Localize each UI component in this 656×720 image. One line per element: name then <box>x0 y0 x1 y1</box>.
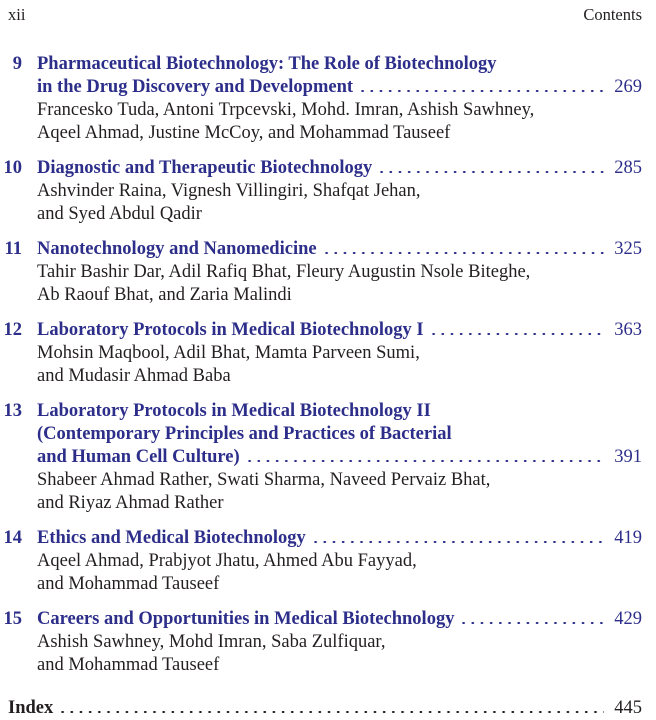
chapter-authors-line: Mohsin Maqbool, Adil Bhat, Mamta Parveen Sumi, <box>37 343 420 363</box>
chapter-number: 12 <box>3 320 22 340</box>
chapter-authors-line: and Riyaz Ahmad Rather <box>37 493 224 513</box>
chapter-number: 14 <box>3 528 22 548</box>
table-of-contents <box>0 53 642 677</box>
chapter-authors-line: Ab Raouf Bhat, and Zaria Malindi <box>37 285 292 305</box>
chapter-page-number: 325 <box>614 239 642 259</box>
chapter-title-line: (Contemporary Principles and Practices of Bacterial <box>37 424 452 444</box>
chapter-authors-line: and Mudasir Ahmad Baba <box>37 366 231 386</box>
chapter-authors-line: and Syed Abdul Qadir <box>37 204 202 224</box>
title-page-row <box>37 608 642 631</box>
chapter-title-line: and Human Cell Culture) <box>37 447 240 467</box>
chapter-authors-line: Aqeel Ahmad, Justine McCoy, and Mohammad Tauseef <box>37 123 451 143</box>
chapter-title-line: Ethics and Medical Biotechnology <box>37 528 306 548</box>
chapter-title-line: in the Drug Discovery and Development <box>37 77 354 97</box>
toc-entry <box>0 608 642 677</box>
title-page-row <box>37 319 642 342</box>
chapter-authors-line: Shabeer Ahmad Rather, Swati Sharma, Naveed Pervaiz Bhat, <box>37 470 491 490</box>
toc-entry <box>0 157 642 226</box>
chapter-number: 13 <box>3 401 22 421</box>
chapter-title-line: Diagnostic and Therapeutic Biotechnology <box>37 158 373 178</box>
chapter-page-number: 419 <box>614 528 642 548</box>
chapter-authors-line: Francesko Tuda, Antoni Trpcevski, Mohd. Imran, Ashish Sawhney, <box>37 100 535 120</box>
title-page-row <box>37 446 642 469</box>
toc-entry <box>0 53 642 145</box>
chapter-title-line: Laboratory Protocols in Medical Biotechnology I <box>37 320 424 340</box>
chapter-number: 11 <box>4 239 22 259</box>
chapter-number: 15 <box>3 609 22 629</box>
chapter-title-line: Nanotechnology and Nanomedicine <box>37 239 317 259</box>
chapter-page-number: 391 <box>614 447 642 467</box>
title-page-row <box>37 76 642 99</box>
toc-entry <box>0 527 642 596</box>
chapter-number: 9 <box>12 54 22 74</box>
chapter-title-line: Pharmaceutical Biotechnology: The Role of Biotechnology <box>37 54 497 74</box>
chapter-authors-line: Ashish Sawhney, Mohd Imran, Saba Zulfiquar, <box>37 632 386 652</box>
running-head-title: Contents <box>583 5 642 24</box>
dot-leader <box>358 90 604 93</box>
index-entry <box>0 697 642 720</box>
dot-leader <box>377 171 604 174</box>
dot-leader <box>311 541 604 544</box>
dot-leader <box>322 252 604 255</box>
title-page-row <box>37 527 642 550</box>
chapter-page-number: 285 <box>614 158 642 178</box>
chapter-authors-line: Ashvinder Raina, Vignesh Villingiri, Shafqat Jehan, <box>37 181 421 201</box>
chapter-number: 10 <box>3 158 22 178</box>
chapter-page-number: 363 <box>614 320 642 340</box>
dot-leader <box>459 622 604 625</box>
chapter-authors-line: Aqeel Ahmad, Prabjyot Jhatu, Ahmed Abu Fayyad, <box>37 551 417 571</box>
dot-leader <box>58 711 604 714</box>
toc-entry <box>0 319 642 388</box>
dot-leader <box>245 460 604 463</box>
index-label: Index <box>8 698 54 718</box>
dot-leader <box>429 333 604 336</box>
chapter-title-line: Laboratory Protocols in Medical Biotechnology II <box>37 401 431 421</box>
index-page-number: 445 <box>614 698 642 718</box>
chapter-page-number: 269 <box>614 77 642 97</box>
chapter-page-number: 429 <box>614 609 642 629</box>
title-page-row <box>37 157 642 180</box>
page-folio: xii <box>8 5 26 24</box>
title-page-row <box>37 238 642 261</box>
chapter-title-line: Careers and Opportunities in Medical Biotechnology <box>37 609 455 629</box>
chapter-authors-line: Tahir Bashir Dar, Adil Rafiq Bhat, Fleury Augustin Nsole Biteghe, <box>37 262 531 282</box>
toc-entry <box>0 400 642 515</box>
toc-entry <box>0 238 642 307</box>
chapter-authors-line: and Mohammad Tauseef <box>37 655 220 675</box>
running-head <box>0 0 642 25</box>
chapter-authors-line: and Mohammad Tauseef <box>37 574 220 594</box>
